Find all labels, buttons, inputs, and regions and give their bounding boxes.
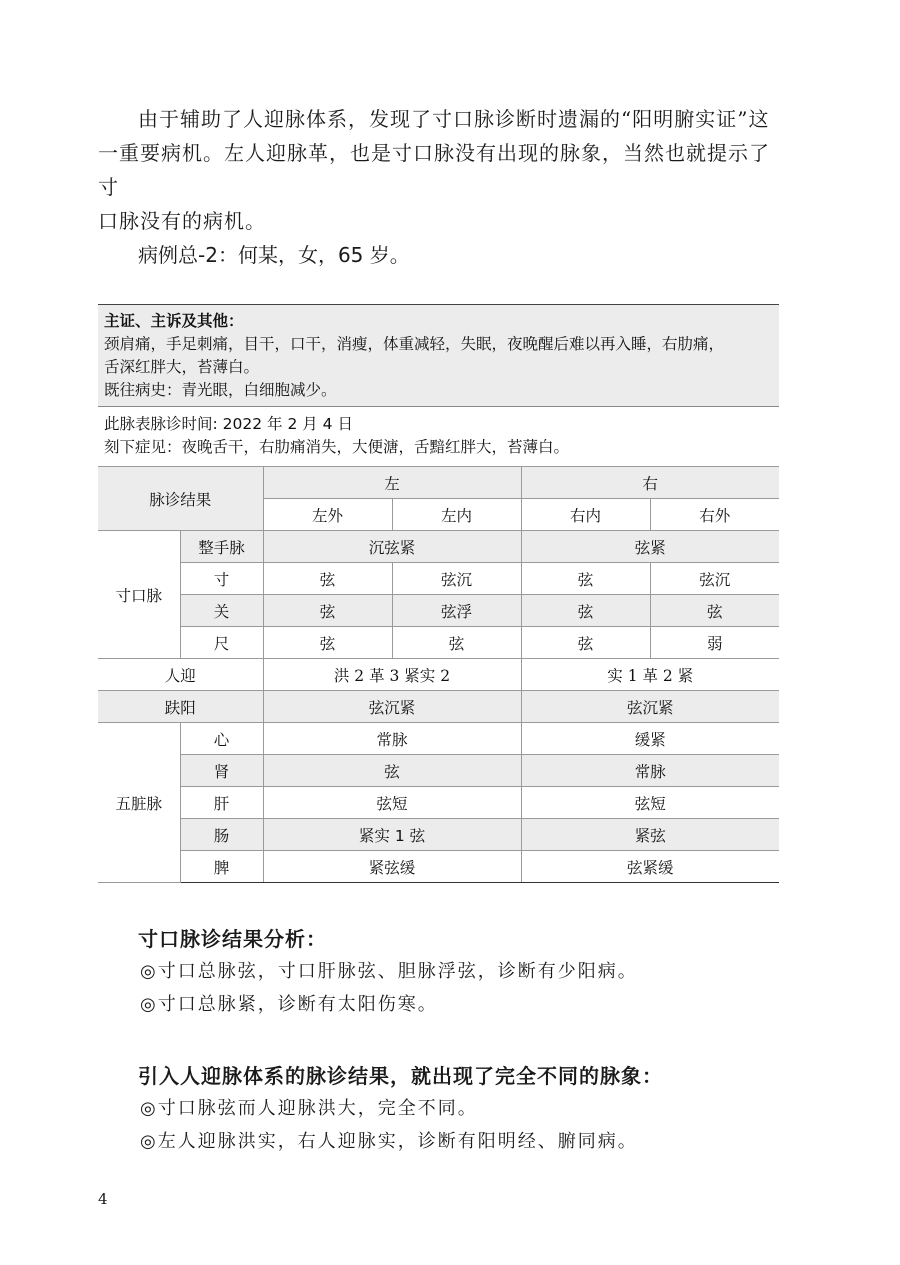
organ-right-cell: 缓紧 [521, 723, 779, 755]
header-left-outer-cell: 左外 [263, 499, 392, 531]
date-line: 此脉表脉诊时间: 2022 年 2 月 4 日 [104, 415, 353, 433]
header-result-cell: 脉诊结果 [98, 467, 263, 531]
organ-right-cell: 常脉 [521, 755, 779, 787]
table-row [98, 659, 779, 691]
cun-value-cell: 弦 [263, 563, 392, 595]
table-row [98, 755, 779, 787]
organ-left-cell: 弦短 [263, 787, 521, 819]
complaint-line-1: 颈肩痛，手足刺痛，目干，口干，消瘦，体重减轻，失眠，夜晚醒后难以再入睡，右肋痛， [104, 335, 725, 353]
header-right-inner-cell: 右内 [521, 499, 650, 531]
fuyang-label-cell: 趺阳 [98, 691, 263, 723]
guan-label-cell: 关 [180, 595, 263, 627]
guan-value-cell: 弦 [263, 595, 392, 627]
organ-right-cell: 紧弦 [521, 819, 779, 851]
complaint-line-2: 舌深红胖大，苔薄白。 [104, 358, 260, 376]
history-line: 既往病史：青光眼，白细胞减少。 [104, 381, 337, 399]
organ-left-cell: 弦 [263, 755, 521, 787]
analysis2-bullet-1: ◎寸口脉弦而人迎脉洪大，完全不同。 [140, 1098, 478, 1119]
fuyang-right-cell: 弦沉紧 [521, 691, 779, 723]
table-row [98, 787, 779, 819]
analysis1-bullet-2: ◎寸口总脉紧，诊断有太阳伤寒。 [140, 994, 438, 1015]
whole-hand-left-cell: 沉弦紧 [263, 531, 521, 563]
organ-label-cell: 肝 [180, 787, 263, 819]
table-row [98, 851, 779, 883]
cunkou-group-cell: 寸口脉 [98, 531, 180, 659]
guan-value-cell: 弦 [521, 595, 650, 627]
chi-value-cell: 弦 [263, 627, 392, 659]
cun-value-cell: 弦沉 [650, 563, 779, 595]
table-row [98, 467, 779, 499]
chi-value-cell: 弱 [650, 627, 779, 659]
table-row [98, 723, 779, 755]
chi-label-cell: 尺 [180, 627, 263, 659]
cun-label-cell: 寸 [180, 563, 263, 595]
organ-label-cell: 心 [180, 723, 263, 755]
intro-line-3: 口脉没有的病机。 [98, 209, 266, 233]
renying-label-cell: 人迎 [98, 659, 263, 691]
table-row [98, 595, 779, 627]
organ-label-cell: 肾 [180, 755, 263, 787]
table-row [98, 531, 779, 563]
chi-value-cell: 弦 [392, 627, 521, 659]
table-row [98, 627, 779, 659]
header-right-cell: 右 [521, 467, 779, 499]
wuzang-group-cell: 五脏脉 [98, 723, 180, 883]
current-symptoms-line: 刻下症见：夜晚舌干，右肋痛消失，大便溏，舌黯红胖大，苔薄白。 [104, 438, 570, 456]
page-number: 4 [98, 1190, 108, 1208]
header-left-inner-cell: 左内 [392, 499, 521, 531]
header-right-outer-cell: 右外 [650, 499, 779, 531]
organ-right-cell: 弦紧缓 [521, 851, 779, 883]
organ-label-cell: 肠 [180, 819, 263, 851]
renying-right-cell: 实 1 革 2 紧 [521, 659, 779, 691]
analysis2-heading: 引入人迎脉体系的脉诊结果，就出现了完全不同的脉象： [138, 1064, 663, 1088]
table-row [98, 819, 779, 851]
analysis1-heading: 寸口脉诊结果分析： [138, 927, 327, 951]
intro-paragraph [98, 102, 788, 238]
header-left-cell: 左 [263, 467, 521, 499]
pulse-table [98, 466, 779, 883]
cun-value-cell: 弦 [521, 563, 650, 595]
renying-left-cell: 洪 2 革 3 紧实 2 [263, 659, 521, 691]
intro-line-1: 由于辅助了人迎脉体系，发现了寸口脉诊断时遗漏的“阳明腑实证”这 [138, 107, 770, 131]
analysis2-bullet-2: ◎左人迎脉洪实，右人迎脉实，诊断有阳明经、腑同病。 [140, 1131, 638, 1152]
intro-line-2: 一重要病机。左人迎脉革，也是寸口脉没有出现的脉象，当然也就提示了寸 [98, 141, 770, 199]
cun-value-cell: 弦沉 [392, 563, 521, 595]
guan-value-cell: 弦浮 [392, 595, 521, 627]
complaint-label: 主证、主诉及其他： [104, 312, 244, 330]
guan-value-cell: 弦 [650, 595, 779, 627]
chi-value-cell: 弦 [521, 627, 650, 659]
organ-left-cell: 紧弦缓 [263, 851, 521, 883]
organ-right-cell: 弦短 [521, 787, 779, 819]
whole-hand-label-cell: 整手脉 [180, 531, 263, 563]
case-info [98, 304, 779, 463]
case-title: 病例总-2：何某，女，65 岁。 [138, 243, 410, 267]
fuyang-left-cell: 弦沉紧 [263, 691, 521, 723]
whole-hand-right-cell: 弦紧 [521, 531, 779, 563]
analysis1-bullet-1: ◎寸口总脉弦，寸口肝脉弦、胆脉浮弦，诊断有少阳病。 [140, 961, 638, 982]
organ-left-cell: 紧实 1 弦 [263, 819, 521, 851]
complaint-block [98, 304, 779, 407]
organ-label-cell: 脾 [180, 851, 263, 883]
table-row [98, 563, 779, 595]
current-block [98, 407, 779, 463]
organ-left-cell: 常脉 [263, 723, 521, 755]
table-row [98, 691, 779, 723]
